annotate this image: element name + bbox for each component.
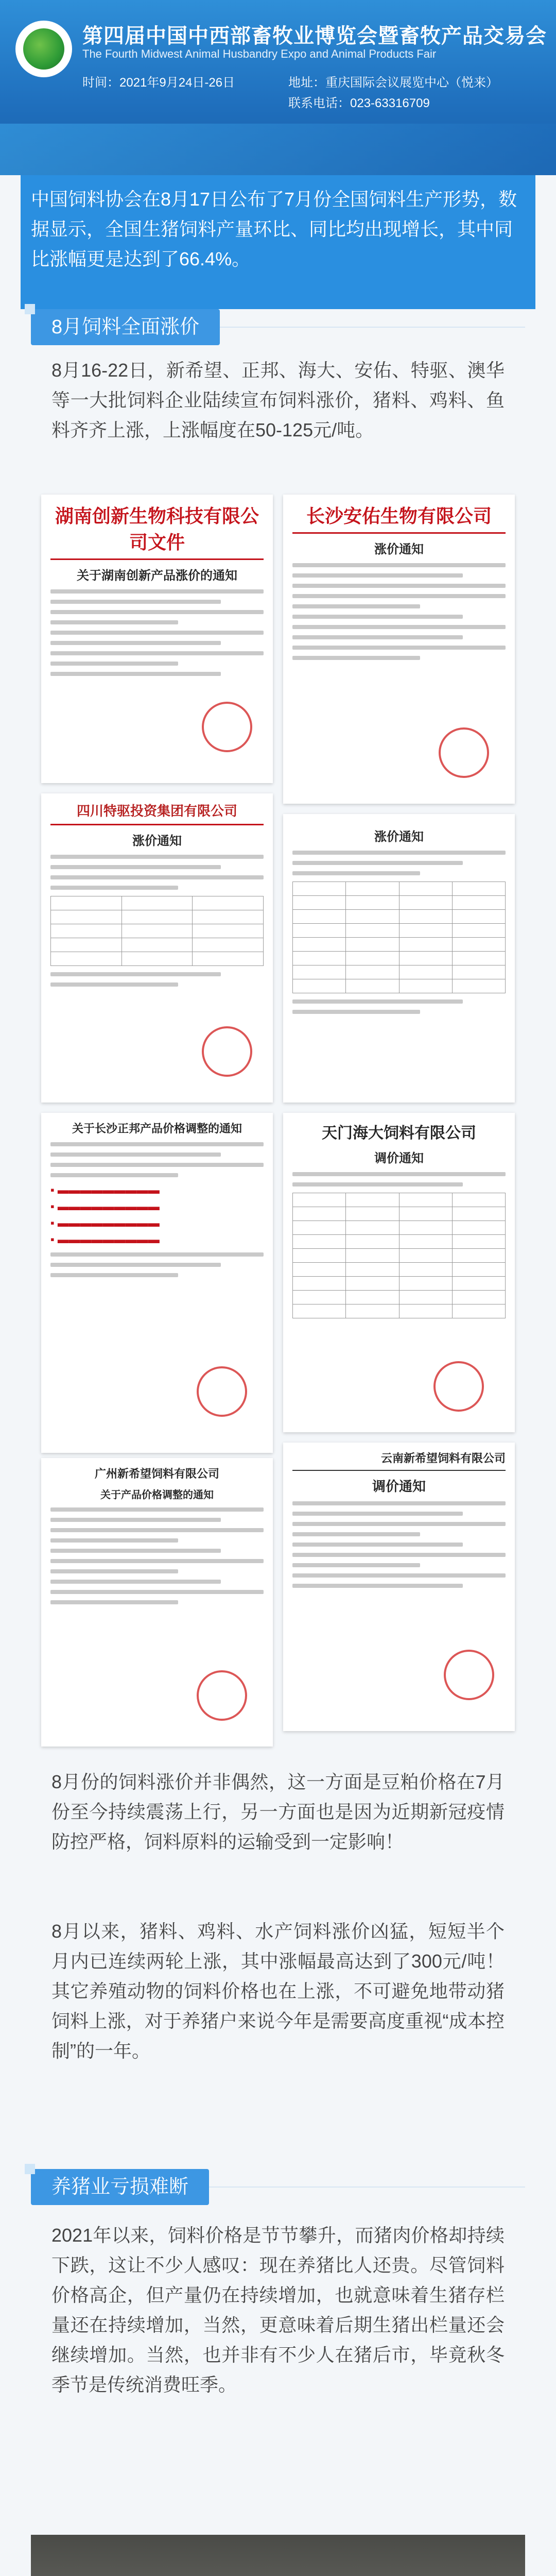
highlight-line-3: ▪ ▬▬▬▬▬▬▬▬▬ bbox=[50, 1216, 160, 1229]
notice-heading: 调价通知 bbox=[374, 1151, 424, 1165]
company-seal bbox=[444, 1650, 494, 1700]
notice-guangzhou-xinxiwang[interactable] bbox=[41, 1458, 273, 1747]
notice-yunnan-xinxiwang[interactable] bbox=[283, 1443, 515, 1731]
company-seal bbox=[202, 1026, 252, 1077]
notice-body bbox=[50, 1142, 264, 1177]
banner-time: 时间：2021年9月24日-26日 bbox=[82, 76, 235, 90]
notice-body bbox=[292, 1172, 506, 1187]
notice-redline bbox=[292, 532, 506, 534]
banner-title: 第四届中国中西部畜牧业博览会暨畜牧产品交易会 bbox=[82, 25, 547, 47]
section-title: 养猪业亏损难断 bbox=[31, 2169, 209, 2205]
notice-price-table[interactable] bbox=[283, 814, 515, 1103]
banner-venue: 地址：重庆国际会议展览中心（悦来） bbox=[288, 76, 498, 90]
notice-rule bbox=[292, 1470, 506, 1471]
notice-body bbox=[50, 589, 264, 676]
notice-company: 广州新希望饲料有限公司 bbox=[94, 1467, 219, 1480]
company-seal bbox=[439, 727, 489, 778]
intro-box bbox=[21, 175, 535, 309]
section-title: 8月饲料全面涨价 bbox=[31, 309, 220, 345]
notice-heading: 关于产品价格调整的通知 bbox=[100, 1489, 214, 1501]
notice-redline bbox=[50, 558, 264, 560]
notice-heading: 涨价通知 bbox=[374, 830, 424, 844]
notice-sichuan-tequ[interactable] bbox=[41, 793, 273, 1103]
notice-company: 四川特驱投资集团有限公司 bbox=[76, 803, 237, 819]
notice-heading: 关于湖南创新产品涨价的通知 bbox=[77, 569, 237, 583]
notice-heading: 调价通知 bbox=[372, 1479, 426, 1494]
notice-hunan-chuangxin[interactable] bbox=[41, 495, 273, 783]
notice-company: 长沙安佑生物有限公司 bbox=[306, 505, 492, 527]
highlight-line-1: ▪ ▬▬▬▬▬▬▬▬▬ bbox=[50, 1183, 160, 1196]
banner-stripe bbox=[0, 124, 556, 175]
piglets-photo bbox=[31, 2535, 525, 2576]
banner-phone: 联系电话：023-63316709 bbox=[288, 96, 430, 110]
paragraph-pig-loss-1: 2021年以来，饲料价格是节节攀升，而猪肉价格却持续下跌，这让不少人感叹：现在养猪比人还贵。尽管饲料价格高企，但产量仍在持续增加，也就意味着生猪存栏量还在持续增加，当然，更意味着后期生猪出栏量还会继续增加。当然，也并非有不少人在猪后市，毕竟秋冬季节是传统消费旺季。 bbox=[51, 2225, 505, 2395]
notice-body bbox=[292, 563, 506, 660]
notice-tianmen-haida[interactable] bbox=[283, 1113, 515, 1432]
section-header-pig-loss bbox=[31, 2164, 525, 2210]
company-seal bbox=[197, 1366, 247, 1417]
expo-banner bbox=[0, 0, 556, 175]
paragraph-feed-price-3: 8月以来，猪料、鸡料、水产饲料涨价凶猛，短短半个月内已连续两轮上涨，其中涨幅最高达到了300元/吨！其它养殖动物的饲料价格也在上涨，不可避免地带动猪饲料上涨，对于养猪户来说今年是需要高度重视“成本控制”的一年。 bbox=[51, 1921, 505, 2061]
highlight-line-4: ▪ ▬▬▬▬▬▬▬▬▬ bbox=[50, 1233, 160, 1246]
notice-redline bbox=[50, 824, 264, 825]
notice-company: 湖南创新生物科技有限公司文件 bbox=[55, 505, 259, 553]
expo-logo bbox=[15, 21, 72, 77]
notice-body-2 bbox=[50, 1252, 264, 1277]
company-seal bbox=[202, 702, 252, 752]
highlight-line-2: ▪ ▬▬▬▬▬▬▬▬▬ bbox=[50, 1200, 160, 1213]
banner-subtitle: The Fourth Midwest Animal Husbandry Expo and Animal Products Fair bbox=[82, 47, 437, 60]
notice-company: 关于长沙正邦产品价格调整的通知 bbox=[72, 1122, 242, 1135]
company-seal bbox=[197, 1670, 247, 1721]
notice-heading: 涨价通知 bbox=[374, 543, 424, 556]
price-table bbox=[292, 882, 506, 993]
price-table bbox=[50, 896, 264, 966]
photo-backdrop bbox=[31, 2535, 525, 2576]
paragraph-feed-price-2: 8月份的饲料涨价并非偶然，这一方面是豆粕价格在7月份至今持续震荡上行，另一方面也是因为近期新冠疫情防控严格，饲料原料的运输受到一定影响！ bbox=[51, 1771, 505, 1852]
notice-body-2 bbox=[50, 972, 264, 987]
notice-body-2 bbox=[292, 999, 506, 1014]
notice-changsha-anyou[interactable] bbox=[283, 495, 515, 804]
section-header-feed-price bbox=[31, 304, 525, 350]
notice-body bbox=[292, 851, 506, 875]
company-seal bbox=[433, 1361, 484, 1412]
notice-body bbox=[50, 855, 264, 890]
notice-company: 天门海大饲料有限公司 bbox=[322, 1125, 476, 1142]
paragraph-feed-price-1: 8月16-22日，新希望、正邦、海大、安佑、特驱、澳华等一大批饲料企业陆续宣布饲料涨价，猪料、鸡料、鱼料齐齐上涨，上涨幅度在50-125元/吨。 bbox=[51, 360, 505, 440]
intro-text: 中国饲料协会在8月17日公布了7月份全国饲料生产形势，数据显示，全国生猪饲料产量环比、同比均出现增长，其中同比涨幅更是达到了66.4%。 bbox=[31, 189, 517, 269]
notice-body bbox=[50, 1507, 264, 1604]
logo-mark bbox=[23, 28, 64, 70]
notice-body bbox=[292, 1501, 506, 1588]
notice-changsha-zhengbang[interactable] bbox=[41, 1113, 273, 1453]
notice-heading: 涨价通知 bbox=[132, 834, 182, 848]
notice-company: 云南新希望饲料有限公司 bbox=[380, 1452, 506, 1465]
price-table bbox=[292, 1193, 506, 1318]
